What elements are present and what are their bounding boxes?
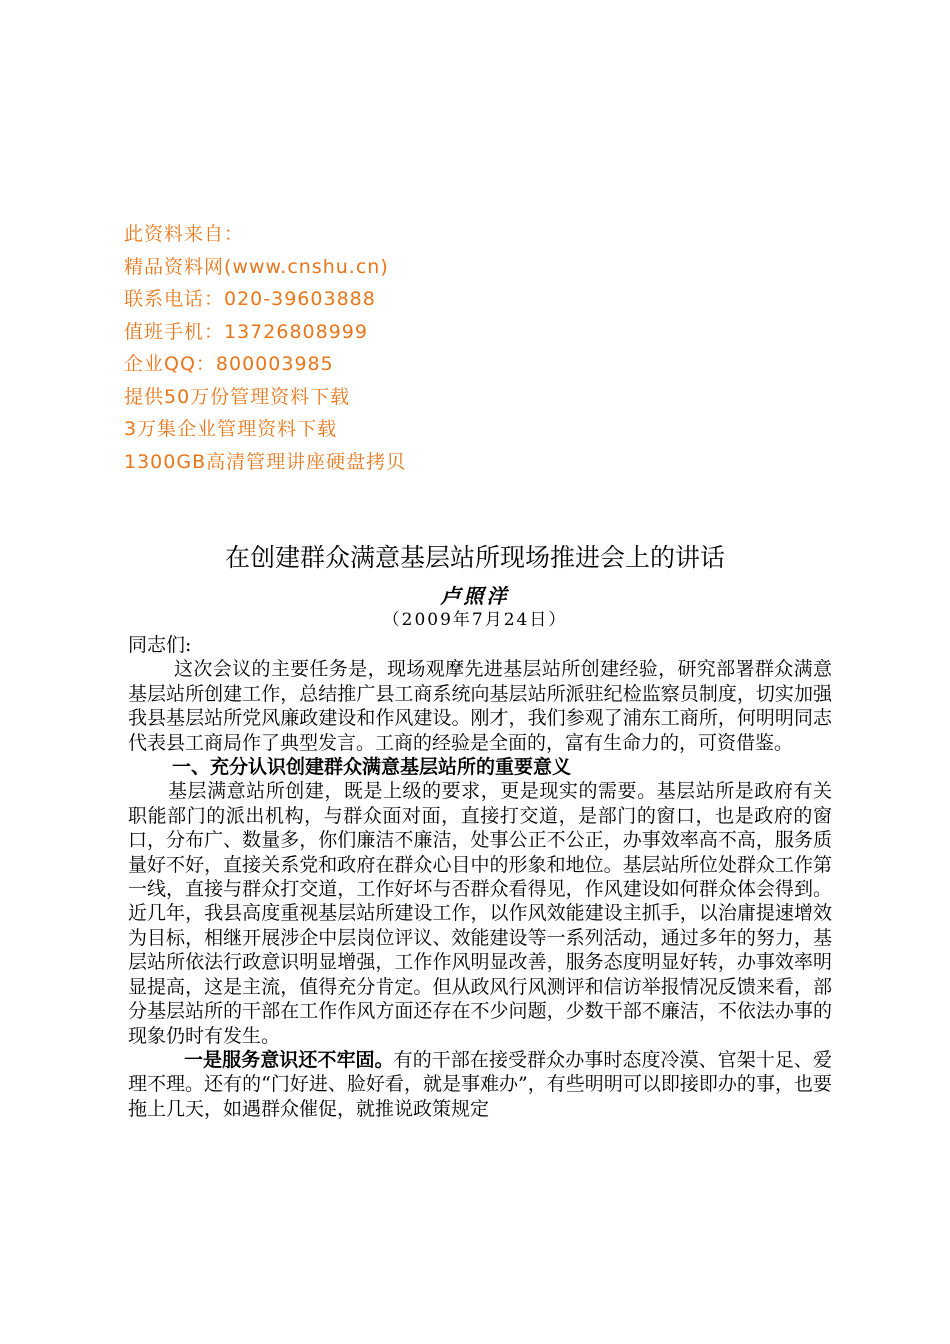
salutation: 同志们: (128, 634, 192, 656)
point-1-lead: 一是服务意识还不牢固。 (184, 1048, 394, 1071)
point-1-text: 有的干部在接受群众办事时态度冷漠、官架十足、爱理不理。还有的“门好进、脸好看，就是事难办”，有些明明可以即接即办的事，也要拖上几天，如遇群众催促，就推说政策规定 (128, 1048, 832, 1120)
document-author: 卢照洋 (440, 584, 510, 608)
promo-line-offer-1: 提供50万份管理资料下载 (124, 385, 351, 408)
promo-block (124, 218, 624, 478)
promo-line-offer-3: 1300GB高清管理讲座硬盘拷贝 (124, 450, 407, 473)
promo-line-phone: 联系电话：020-39603888 (124, 288, 376, 310)
section-1-paragraph: 基层满意站所创建，既是上级的要求，更是现实的需要。基层站所是政府有关职能部门的派出机构，与群众面对面，直接打交道，是部门的窗口，也是政府的窗口，分布广、数量多，你们廉洁不廉洁，处事公正不公正，办事效率高不高，服务质量好不好，直接关系党和政府在群众心目中的形象和地位。基层站所位处群众工作第一线，直接与群众打交道，工作好坏与否群众看得见，作风建设如何群众体会得到。近几年，我县高度重视基层站所建设工作，以作风效能建设主抓手，以治庸提速增效为目标，相继开展涉企中层岗位评议、效能建设等一系列活动，通过多年的努力，基层站所依法行政意识明显增强，工作作风明显改善，服务态度明显好转，办事效率明显提高，这是主流，值得充分肯定。但从政风行风测评和信访举报情况反馈来看，部分基层站所的干部在工作作风方面还存在不少问题，少数干部不廉洁，不依法办事的现象仍时有发生。 (128, 780, 832, 1047)
point-1-paragraph (128, 1048, 832, 1121)
promo-line-website: 精品资料网(www.cnshu.cn) (124, 255, 389, 278)
document-date: （2009年7月24日） (382, 610, 568, 630)
promo-line-mobile: 值班手机：13726808999 (124, 320, 368, 343)
document-title: 在创建群众满意基层站所现场推进会上的讲话 (224, 543, 725, 572)
promo-line-offer-2: 3万集企业管理资料下载 (124, 418, 338, 440)
promo-line-qq: 企业QQ：800003985 (124, 353, 334, 375)
intro-paragraph: 这次会议的主要任务是，现场观摩先进基层站所创建经验，研究部署群众满意基层站所创建工作，总结推广县工商系统向基层站所派驻纪检监察员制度，切实加强我县基层站所党风廉政建设和作风建设。刚才，我们参观了浦东工商所，何明明同志代表县工商局作了典型发言。工商的经验是全面的，富有生命力的，可资借鉴。 (128, 658, 832, 754)
section-1-heading: 一、充分认识创建群众满意基层站所的重要意义 (172, 756, 572, 779)
promo-line-source: 此资料来自： (124, 223, 245, 245)
document-body (128, 633, 832, 1121)
